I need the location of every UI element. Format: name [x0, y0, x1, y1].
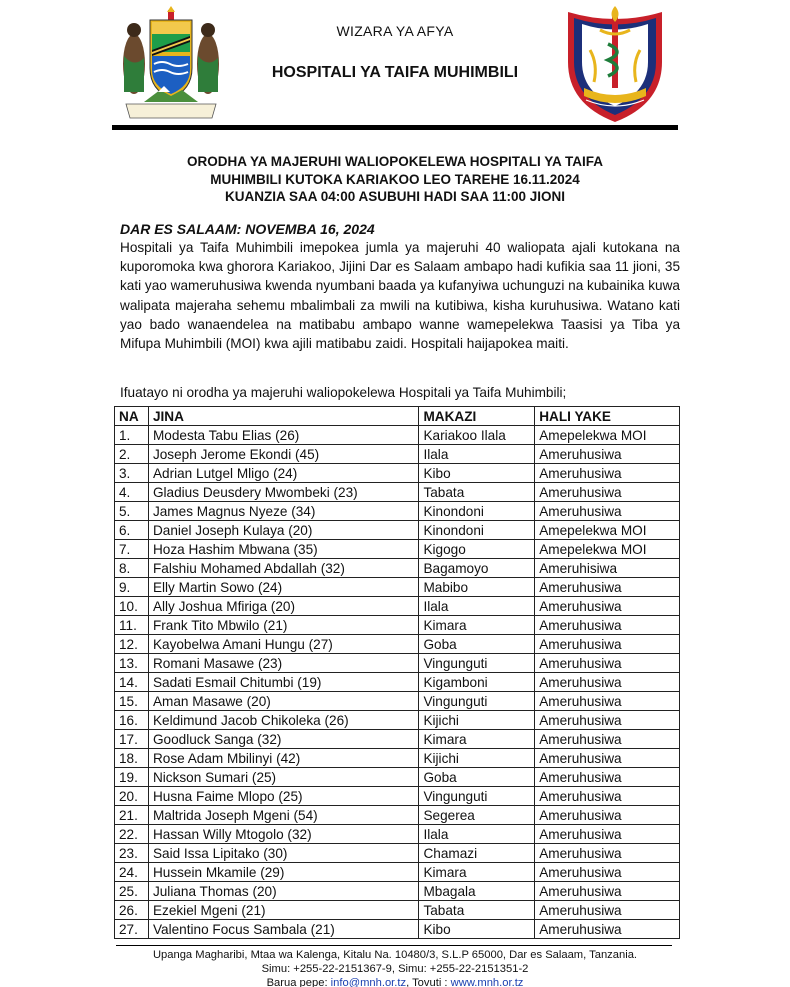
header-hali-yake: HALI YAKE [535, 407, 680, 426]
row-number: 25. [115, 882, 149, 901]
email-label: Barua pepe: [266, 977, 331, 987]
table-row [115, 654, 680, 673]
residence: Tabata [419, 901, 535, 920]
residence: Kibo [419, 920, 535, 939]
table-row [115, 882, 680, 901]
residence: Kibo [419, 464, 535, 483]
row-number: 1. [115, 426, 149, 445]
status: Amepelekwa MOI [535, 540, 680, 559]
residence: Kigogo [419, 540, 535, 559]
patient-name: Husna Faime Mlopo (25) [148, 787, 419, 806]
status: Ameruhusiwa [535, 483, 680, 502]
table-row [115, 825, 680, 844]
status: Ameruhusiwa [535, 711, 680, 730]
patient-name: Hassan Willy Mtogolo (32) [148, 825, 419, 844]
patient-name: James Magnus Nyeze (34) [148, 502, 419, 521]
row-number: 17. [115, 730, 149, 749]
footer-address: Upanga Magharibi, Mtaa wa Kalenga, Kitalu Na. 10480/3, S.L.P 65000, Dar es Salaam, Tanzania. [152, 949, 638, 961]
patient-name: Rose Adam Mbilinyi (42) [148, 749, 419, 768]
table-row [115, 692, 680, 711]
row-number: 8. [115, 559, 149, 578]
email-link[interactable]: info@mnh.or.tz [330, 977, 407, 987]
table-row [115, 901, 680, 920]
patient-name: Daniel Joseph Kulaya (20) [148, 521, 419, 540]
patient-name: Elly Martin Sowo (24) [148, 578, 419, 597]
patient-name: Sadati Esmail Chitumbi (19) [148, 673, 419, 692]
status: Ameruhusiwa [535, 787, 680, 806]
status: Amepelekwa MOI [535, 521, 680, 540]
status: Ameruhusiwa [535, 464, 680, 483]
residence: Kijichi [419, 749, 535, 768]
letterhead-divider [112, 125, 678, 130]
row-number: 13. [115, 654, 149, 673]
casualty-table [114, 406, 680, 939]
patient-name: Adrian Lutgel Mligo (24) [148, 464, 419, 483]
status: Amepelekwa MOI [535, 426, 680, 445]
row-number: 21. [115, 806, 149, 825]
status: Ameruhisiwa [535, 559, 680, 578]
website-label: , Tovuti : [406, 977, 451, 987]
status: Ameruhusiwa [535, 673, 680, 692]
document-title [100, 153, 690, 206]
table-row [115, 806, 680, 825]
patient-name: Falshiu Mohamed Abdallah (32) [148, 559, 419, 578]
table-header-row [115, 407, 680, 426]
row-number: 19. [115, 768, 149, 787]
row-number: 22. [115, 825, 149, 844]
row-number: 2. [115, 445, 149, 464]
patient-name: Frank Tito Mbwilo (21) [148, 616, 419, 635]
row-number: 3. [115, 464, 149, 483]
row-number: 26. [115, 901, 149, 920]
title-line-1: ORODHA YA MAJERUHI WALIOPOKELEWA HOSPITALI YA TAIFA [186, 154, 604, 169]
status: Ameruhusiwa [535, 616, 680, 635]
header-na: NA [115, 407, 149, 426]
row-number: 15. [115, 692, 149, 711]
status: Ameruhusiwa [535, 882, 680, 901]
row-number: 4. [115, 483, 149, 502]
dateline: DAR ES SALAAM: NOVEMBA 16, 2024 [120, 221, 375, 237]
status: Ameruhusiwa [535, 597, 680, 616]
table-row [115, 711, 680, 730]
status: Ameruhusiwa [535, 654, 680, 673]
table-row [115, 540, 680, 559]
table-row [115, 464, 680, 483]
row-number: 14. [115, 673, 149, 692]
table-row [115, 787, 680, 806]
status: Ameruhusiwa [535, 920, 680, 939]
patient-name: Joseph Jerome Ekondi (45) [148, 445, 419, 464]
patient-name: Gladius Deusdery Mwombeki (23) [148, 483, 419, 502]
table-row [115, 483, 680, 502]
table-body [115, 426, 680, 939]
row-number: 23. [115, 844, 149, 863]
residence: Ilala [419, 597, 535, 616]
residence: Vingunguti [419, 787, 535, 806]
table-row [115, 578, 680, 597]
patient-name: Modesta Tabu Elias (26) [148, 426, 419, 445]
table-row [115, 673, 680, 692]
status: Ameruhusiwa [535, 825, 680, 844]
table-row [115, 616, 680, 635]
row-number: 6. [115, 521, 149, 540]
status: Ameruhusiwa [535, 445, 680, 464]
residence: Ilala [419, 825, 535, 844]
mnh-logo-icon [560, 4, 670, 126]
row-number: 5. [115, 502, 149, 521]
patient-name: Said Issa Lipitako (30) [148, 844, 419, 863]
status: Ameruhusiwa [535, 635, 680, 654]
row-number: 20. [115, 787, 149, 806]
title-line-2: MUHIMBILI KUTOKA KARIAKOO LEO TAREHE 16.11.2024 [210, 171, 580, 187]
table-row [115, 426, 680, 445]
status: Ameruhusiwa [535, 578, 680, 597]
residence: Kigamboni [419, 673, 535, 692]
footer-divider [116, 945, 672, 946]
status: Ameruhusiwa [535, 692, 680, 711]
footer-contact [0, 976, 790, 987]
residence: Kijichi [419, 711, 535, 730]
residence: Goba [419, 635, 535, 654]
row-number: 9. [115, 578, 149, 597]
status: Ameruhusiwa [535, 502, 680, 521]
residence: Chamazi [419, 844, 535, 863]
row-number: 10. [115, 597, 149, 616]
table-row [115, 445, 680, 464]
hospital-name: HOSPITALI YA TAIFA MUHIMBILI [271, 64, 519, 81]
residence: Kimara [419, 863, 535, 882]
patient-name: Nickson Sumari (25) [148, 768, 419, 787]
row-number: 12. [115, 635, 149, 654]
residence: Segerea [419, 806, 535, 825]
residence: Kariakoo Ilala [419, 426, 535, 445]
table-row [115, 920, 680, 939]
patient-name: Hoza Hashim Mbwana (35) [148, 540, 419, 559]
patient-name: Juliana Thomas (20) [148, 882, 419, 901]
status: Ameruhusiwa [535, 901, 680, 920]
status: Ameruhusiwa [535, 844, 680, 863]
letterhead [0, 0, 790, 130]
residence: Mbagala [419, 882, 535, 901]
table-row [115, 502, 680, 521]
status: Ameruhusiwa [535, 863, 680, 882]
residence: Vingunguti [419, 654, 535, 673]
patient-name: Maltrida Joseph Mgeni (54) [148, 806, 419, 825]
header-jina: JINA [148, 407, 419, 426]
residence: Tabata [419, 483, 535, 502]
header-makazi: MAKAZI [419, 407, 535, 426]
footer [0, 948, 790, 987]
residence: Bagamoyo [419, 559, 535, 578]
table-row [115, 730, 680, 749]
row-number: 24. [115, 863, 149, 882]
patient-name: Hussein Mkamile (29) [148, 863, 419, 882]
press-release-body: Hospitali ya Taifa Muhimbili imepokea jumla ya majeruhi 40 waliopata ajali kutokana na kuporomoka kwa ghorora Kariakoo, Jijini Dar es Salaam ambapo hadi kufikia saa 11 jioni, 35 kati yao wameruhusiwa kwenda nyumbani baada ya kufanyiwa uchunguzi na kubainika kuwa walipata majeraha sehemu mbalimbali za mwili na kutibiwa, kisha kuruhusiwa. Watano kati yao bado wanaendelea na matibabu ambapo wanne wamepelekwa Taasisi ya Tiba ya Mifupa Muhimbili (MOI) kwa ajili matibabu zaidi. Hospitali haijapokea maiti. [120, 240, 680, 352]
title-line-3: KUANZIA SAA 04:00 ASUBUHI HADI SAA 11:00 JIONI [224, 189, 566, 204]
patient-name: Romani Masawe (23) [148, 654, 419, 673]
residence: Mabibo [419, 578, 535, 597]
residence: Goba [419, 768, 535, 787]
status: Ameruhusiwa [535, 806, 680, 825]
website-link[interactable]: www.mnh.or.tz [450, 977, 524, 987]
patient-name: Valentino Focus Sambala (21) [148, 920, 419, 939]
table-row [115, 768, 680, 787]
status: Ameruhusiwa [535, 749, 680, 768]
row-number: 27. [115, 920, 149, 939]
status: Ameruhusiwa [535, 768, 680, 787]
patient-name: Aman Masawe (20) [148, 692, 419, 711]
table-row [115, 559, 680, 578]
residence: Kinondoni [419, 502, 535, 521]
table-row [115, 521, 680, 540]
residence: Vingunguti [419, 692, 535, 711]
status: Ameruhusiwa [535, 730, 680, 749]
residence: Kinondoni [419, 521, 535, 540]
patient-name: Goodluck Sanga (32) [148, 730, 419, 749]
table-row [115, 844, 680, 863]
residence: Kimara [419, 730, 535, 749]
table-row [115, 635, 680, 654]
residence: Ilala [419, 445, 535, 464]
patient-name: Kayobelwa Amani Hungu (27) [148, 635, 419, 654]
footer-phones: Simu: +255-22-2151367-9, Simu: +255-22-2151351-2 [261, 963, 529, 975]
row-number: 11. [115, 616, 149, 635]
patient-name: Ally Joshua Mfiriga (20) [148, 597, 419, 616]
row-number: 18. [115, 749, 149, 768]
residence: Kimara [419, 616, 535, 635]
list-intro: Ifuatayo ni orodha ya majeruhi waliopokelewa Hospitali ya Taifa Muhimbili; [120, 385, 567, 400]
row-number: 16. [115, 711, 149, 730]
row-number: 7. [115, 540, 149, 559]
ministry-name: WIZARA YA AFYA [336, 23, 454, 39]
patient-name: Keldimund Jacob Chikoleka (26) [148, 711, 419, 730]
table-row [115, 863, 680, 882]
table-row [115, 597, 680, 616]
table-row [115, 749, 680, 768]
patient-name: Ezekiel Mgeni (21) [148, 901, 419, 920]
